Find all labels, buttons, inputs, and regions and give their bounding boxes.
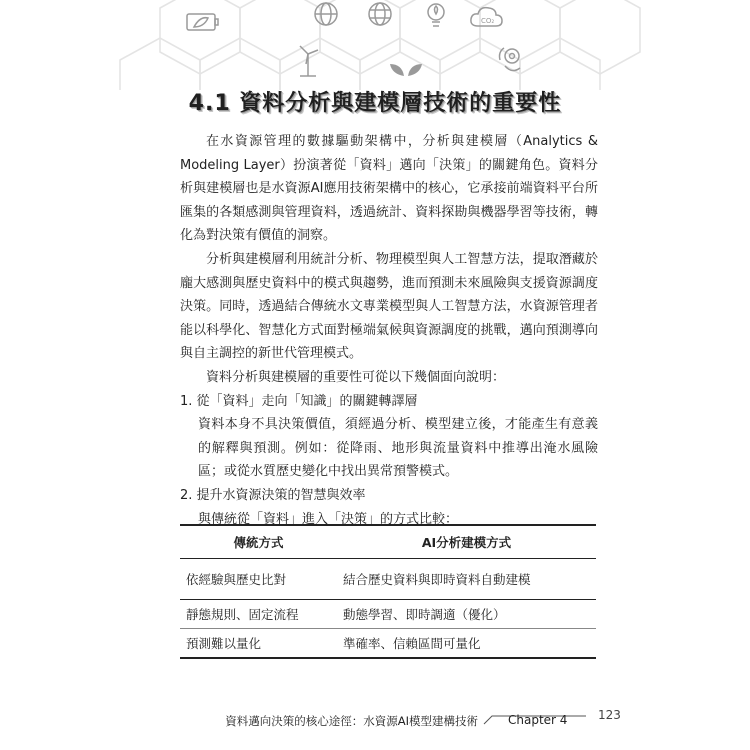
list-item-heading: 1. 從「資料」走向「知識」的關鍵轉譯層 [180, 393, 418, 409]
footer-book-title: 資料邁向決策的核心途徑：水資源AI模型建構技術 [225, 714, 478, 728]
gear-icon [500, 48, 521, 71]
table-cell: 準確率、信賴區間可量化 [337, 629, 596, 659]
comparison-table [180, 524, 596, 659]
column-header: AI分析建模方式 [337, 525, 596, 559]
page-number: 123 [598, 708, 621, 722]
co2-label: CO₂ [481, 17, 495, 25]
paragraph: 資料分析與建模層的重要性可從以下幾個面向說明： [206, 369, 506, 385]
body-text [180, 130, 598, 531]
globe-grid-icon [369, 3, 391, 25]
paragraph: 在水資源管理的數據驅動架構中，分析與建模層（Analytics & Modeling Layer）扮演著從「資料」邁向「決策」的關鍵角色。資料分析與建模層也是水資源AI應用技術架構中的核心，它承接前端資料平台所匯集的各類感測與管理資料，透過統計、資料探勘與機器學習等技術，轉化為對決策有價值的洞察。 [180, 134, 598, 244]
table-cell: 依經驗與歷史比對 [180, 559, 337, 600]
table-row [180, 629, 596, 659]
list-item-body: 資料本身不具決策價值，須經過分析、模型建立後，才能產生有意義的解釋與預測。例如：從降雨、地形與流量資料中推導出淹水風險區；或從水質歷史變化中找出異常預警模式。 [198, 417, 598, 480]
list-item-body: 與傳統從「資料」進入「決策」的方式比較： [198, 511, 459, 527]
section-title: 4.1 資料分析與建模層技術的重要性 [188, 91, 562, 116]
column-header: 傳統方式 [180, 525, 337, 559]
table-cell: 結合歷史資料與即時資料自動建模 [337, 559, 596, 600]
footer-chapter: Chapter 4 [508, 713, 568, 727]
paragraph: 分析與建模層利用統計分析、物理模型與人工智慧方法，提取潛藏於龐大感測與歷史資料中的模式與趨勢，進而預測未來風險與支援資源調度決策。同時，透過結合傳統水文專業模型與人工智慧方法，水資源管理者能以科學化、智慧化方式面對極端氣候與資源調度的挑戰，邁向預測導向與自主調控的新世代管理模式。 [180, 251, 598, 362]
table-cell: 靜態規則、固定流程 [180, 600, 337, 629]
table-header-row [180, 525, 596, 559]
table-cell: 動態學習、即時調適（優化） [337, 600, 596, 629]
sprout-leaves-icon [390, 64, 422, 76]
list-item-heading: 2. 提升水資源決策的智慧與效率 [180, 487, 366, 503]
header-hexagon-decoration [0, 0, 750, 90]
lightbulb-icon [428, 4, 444, 26]
table-row [180, 559, 596, 600]
table-row [180, 600, 596, 629]
eco-battery-icon [187, 14, 218, 30]
table-cell: 預測難以量化 [180, 629, 337, 659]
globe-icon [315, 3, 337, 25]
